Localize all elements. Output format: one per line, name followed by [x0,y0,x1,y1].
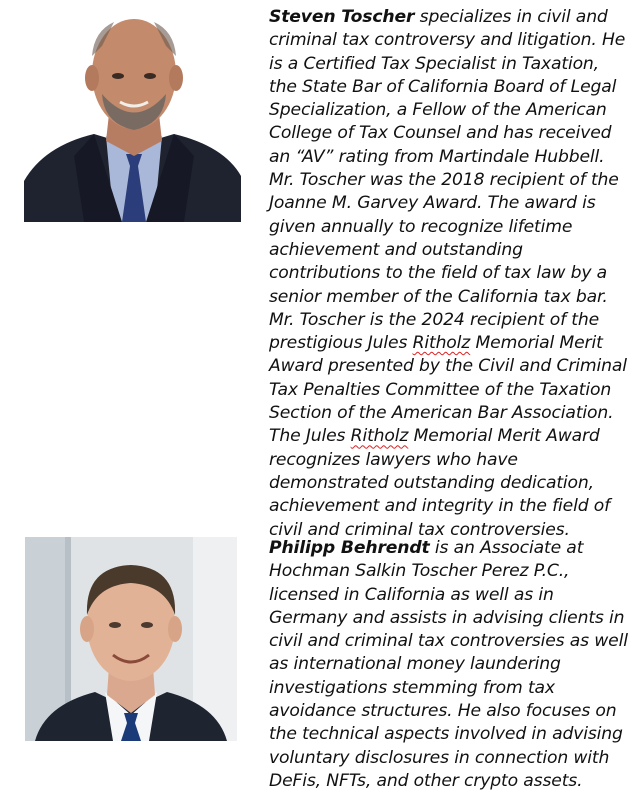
philipp-behrendt-portrait-image [25,537,237,741]
steven-toscher-photo [24,6,241,222]
steven-toscher-bio-text-3: Memorial Merit Award recognizes lawyers who have demonstrated outstanding dedication, achievement and integrity in the field of civil and criminal tax controversies. [269,426,611,540]
steven-toscher-name: Steven Toscher [269,7,415,27]
steven-toscher-bio-text-2: Memorial Merit Award presented by the Civil and Criminal Tax Penalties Committee of the Taxation Section of the American Bar Association. The Jules [269,333,627,447]
philipp-behrendt-bio [269,537,631,793]
philipp-behrendt-bio-text: is an Associate at Hochman Salkin Toscher Perez P.C., licensed in California as well as in Germany and assists in advising clients in civil and criminal tax controversies as well as international money laundering investigations stemming from tax avoidance structures. He also focuses on the technical aspects involved in advising voluntary disclosures in connection with DeFis, NFTs, and other crypto assets. [269,538,628,791]
steven-toscher-bio-text-1: specializes in civil and criminal tax controversy and litigation. He is a Certified Tax Specialist in Taxation, the State Bar of California Board of Legal Specialization, a Fellow of the American College of Tax Counsel and has received an “AV” rating from Martindale Hubbell. Mr. Toscher was the 2018 recipient of the Joanne M. Garvey Award. The award is given annually to recognize lifetime achievement and outstanding contributions to the field of tax law by a senior member of the California tax bar. Mr. Toscher is the 2024 recipient of the prestigious Jules [269,7,626,354]
philipp-behrendt-photo [25,537,237,741]
spellcheck-word-1: Ritholz [412,333,471,354]
steven-toscher-bio [269,6,631,542]
steven-toscher-portrait-image [24,6,241,222]
philipp-behrendt-name: Philipp Behrendt [269,538,430,558]
spellcheck-word-2: Ritholz [350,426,409,447]
